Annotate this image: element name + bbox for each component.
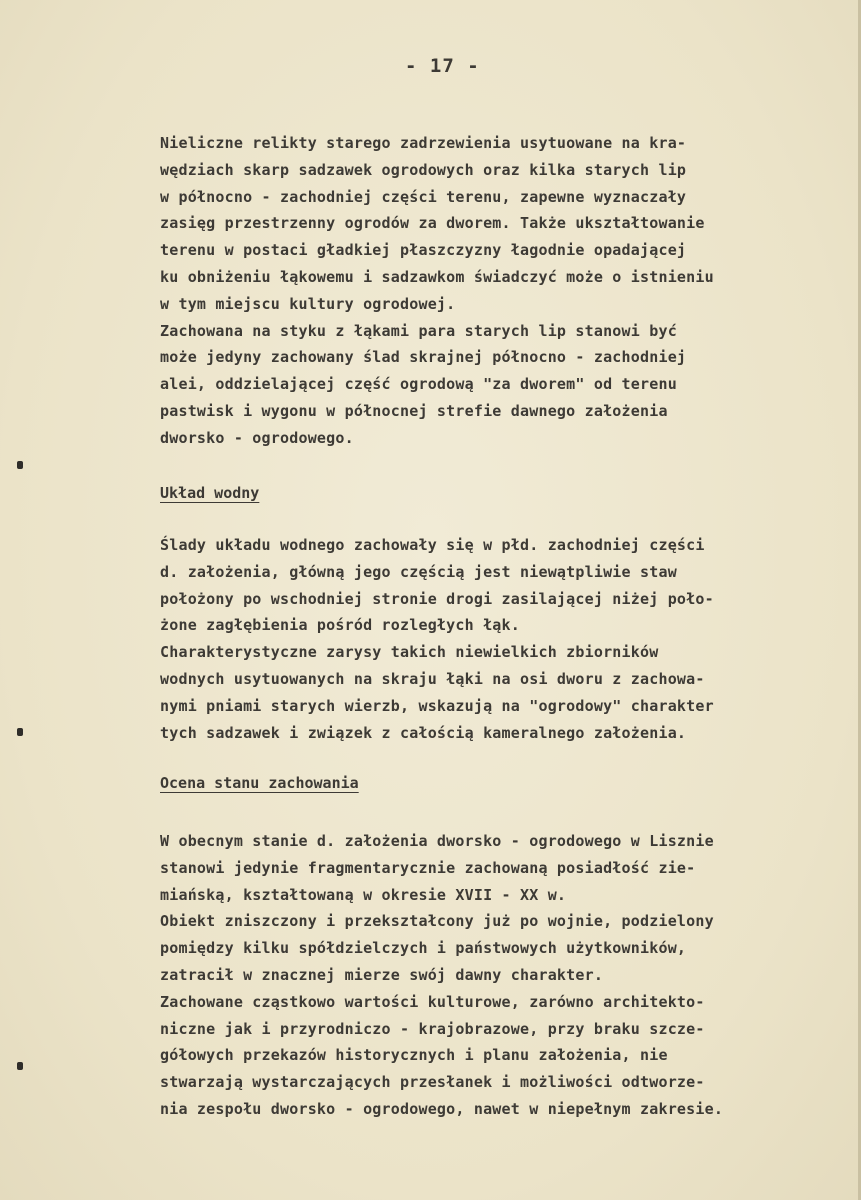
text-line: dworsko - ogrodowego. <box>160 428 354 447</box>
text-line: ku obniżeniu łąkowemu i sadzawkom świadczyć może o istnieniu <box>160 267 714 286</box>
text-line: nia zespołu dworsko - ogrodowego, nawet w niepełnym zakresie. <box>160 1099 724 1118</box>
text-line: może jedyny zachowany ślad skrajnej północno - zachodniej <box>160 348 687 367</box>
text-line: niczne jak i przyrodniczo - krajobrazowe, przy braku szcze- <box>160 1019 705 1038</box>
text-line: żone zagłębienia pośród rozległych łąk. <box>160 616 520 635</box>
paragraph-garden-relics <box>160 130 820 452</box>
text-line: Nieliczne relikty starego zadrzewienia usytuowane na kra- <box>160 134 687 152</box>
text-line: w północno - zachodniej części terenu, zapewne wyznaczały <box>160 187 687 206</box>
text-line: W obecnym stanie d. założenia dworsko - ogrodowego w Lisznie <box>160 832 714 850</box>
text-line: wędziach skarp sadzawek ogrodowych oraz kilka starych lip <box>160 160 687 179</box>
text-line: tych sadzawek i związek z całością kameralnego założenia. <box>160 723 687 742</box>
text-line: położony po wschodniej stronie drogi zasilającej niżej poło- <box>160 589 714 608</box>
text-line: w tym miejscu kultury ogrodowej. <box>160 294 456 313</box>
binder-hole-mark <box>17 728 23 736</box>
text-line: terenu w postaci gładkiej płaszczyzny łagodnie opadającej <box>160 241 687 260</box>
text-line: Obiekt zniszczony i przekształcony już po wojnie, podzielony <box>160 912 714 931</box>
text-line: pastwisk i wygonu w północnej strefie dawnego założenia <box>160 401 668 420</box>
section-heading-preservation-state: Ocena stanu zachowania <box>160 774 359 792</box>
text-line: Zachowane cząstkowo wartości kulturowe, zarówno architekto- <box>160 992 705 1011</box>
text-line: Ślady układu wodnego zachowały się w płd. zachodniej części <box>160 536 705 554</box>
text-line: Zachowana na styku z łąkami para starych lip stanowi być <box>160 321 677 340</box>
binder-hole-mark <box>17 461 23 469</box>
page-number: - 17 - <box>405 55 480 77</box>
text-line: gółowych przekazów historycznych i planu założenia, nie <box>160 1046 668 1065</box>
text-line: alei, oddzielającej część ogrodową "za dworem" od terenu <box>160 375 677 394</box>
text-line: pomiędzy kilku spółdzielczych i państwowych użytkowników, <box>160 939 687 958</box>
text-line: zasięg przestrzenny ogrodów za dworem. Także ukształtowanie <box>160 214 705 233</box>
paragraph-preservation-state <box>160 828 820 1123</box>
text-line: stwarzają wystarczających przesłanek i możliwości odtworze- <box>160 1073 705 1092</box>
binder-hole-mark <box>17 1062 23 1070</box>
text-line: stanowi jedynie fragmentarycznie zachowaną posiadłość zie- <box>160 858 696 877</box>
text-line: nymi pniami starych wierzb, wskazują na "ogrodowy" charakter <box>160 696 714 715</box>
text-line: wodnych usytuowanych na skraju łąki na osi dworu z zachowa- <box>160 669 705 688</box>
section-heading-water-system: Układ wodny <box>160 484 260 502</box>
text-line: d. założenia, główną jego częścią jest niewątpliwie staw <box>160 562 677 581</box>
text-line: Charakterystyczne zarysy takich niewielkich zbiorników <box>160 643 659 662</box>
text-line: zatracił w znacznej mierze swój dawny charakter. <box>160 965 604 984</box>
text-line: miańską, kształtowaną w okresie XVII - XX w. <box>160 885 567 904</box>
paragraph-water-system <box>160 532 820 746</box>
